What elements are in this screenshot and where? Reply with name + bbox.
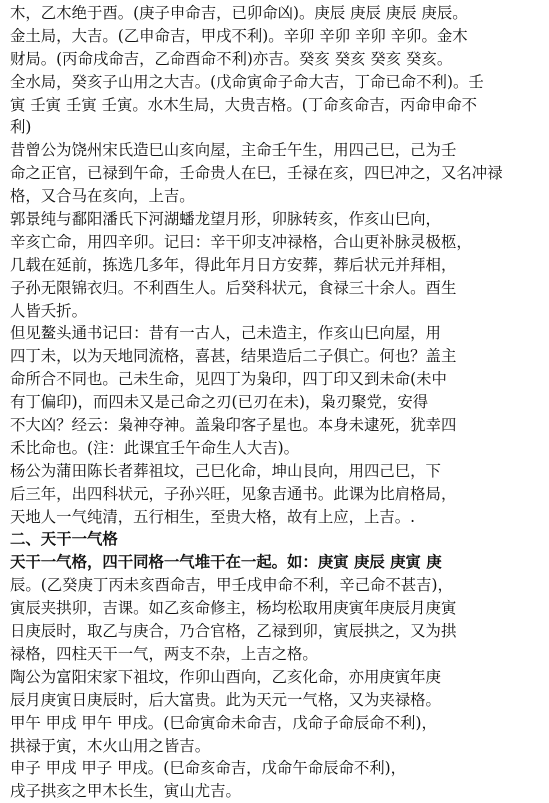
text-line: 日庚辰时，取乙与庚合，乃合官格，乙禄到卯，寅辰拱之，又为拱 [10,622,457,641]
text-line: 郭景纯与鄱阳潘氏下河湖蟠龙望月形，卯脉转亥，作亥山巳向， [10,210,441,229]
text-line: 人皆夭折。 [10,301,87,320]
text-line: 昔曾公为饶州宋氏造巳山亥向屋，主命壬午生，用四己巳，己为壬 [10,141,457,160]
text-line: 利) [10,118,32,137]
text-line: 杨公为蒲田陈长者葬祖坟，己巳化命，坤山艮向，用四己巳，下 [10,461,441,480]
text-line: 戌子拱亥之甲木长生，寅山尤吉。 [10,782,241,801]
text-line: 木，乙木绝于酉。(庚子申命吉，已卯命凶)。庚辰 庚辰 庚辰 庚辰。 [10,4,468,22]
text-line: 格，又合马在亥向，上吉。 [10,187,195,206]
text-line: 财局。(丙命戌命吉，乙命酉命不利)亦吉。癸亥 癸亥 癸亥 癸亥。 [10,49,453,68]
text-line: 不大凶？经云：枭神夺神。盖枭印客子星也。本身未逮死，犹幸四 [10,416,457,435]
text-line: 全水局，癸亥子山用之大吉。(戊命寅命子命大吉，丁命已命不利)。壬 [10,72,484,91]
text-line: 禄格，四柱天干一气，两支不杂，上吉之格。 [10,644,318,663]
text-line: 后三年，出四科状元，子孙兴旺，见象吉通书。此课为比肩格局， [10,484,457,503]
text-line: 寅辰夹拱卯，吉课。如乙亥命修主，杨均松取用庚寅年庚辰月庚寅 [10,599,457,618]
text-line: 四丁未，以为天地同流格，喜甚，结果造后二子俱亡。何也？盖主 [10,347,457,366]
text-line: 金土局，大吉。(乙申命吉，甲戌不利)。辛卯 辛卯 辛卯 辛卯。金木 [10,26,468,45]
text-line: 天地人一气纯清，五行相生，至贵大格，故有上应，上吉。. [10,507,416,526]
text-line: 寅 壬寅 壬寅 壬寅。水木生局，大贵吉格。(丁命亥命吉，丙命申命不 [10,95,478,114]
text-line: 陶公为富阳宋家下祖坟，作卯山酉向，乙亥化命，亦用庚寅年庚 [10,667,441,686]
text-line: 命之正官，已禄到午命，壬命贵人在巳，壬禄在亥，四巳冲之，又名冲禄 [10,164,503,183]
text-line: 禾比命也。(注：此课宜壬午命生人大吉)。 [10,438,300,457]
text-line: 命所合不同也。己未生命，见四丁为枭印，四丁印又到未命(未中 [10,370,447,389]
text-line: 但见鳌头通书记曰：昔有一古人，己未造主，作亥山巳向屋，用 [10,324,441,343]
text-line: 甲午 甲戌 甲午 甲戌。(巳命寅命未命吉，戊命子命辰命不利)， [10,713,437,732]
text-line: 辰月庚寅日庚辰时，后大富贵。此为天元一气格，又为夹禄格。 [10,690,441,709]
text-line: 申子 甲戌 甲子 甲戌。(巳命亥命吉，戊命午命辰命不利)， [10,759,407,778]
text-line: 有丁偏印)，而四未又是己命之刃(已刃在未)，枭刃聚党，安得 [10,393,429,412]
text-line: 辰。(乙癸庚丁丙未亥酉命吉，甲壬戌申命不利，辛己命不甚吉)， [10,576,453,595]
text-line: 几载在延前，拣选几多年，得此年月日方安葬，葬后状元并拜相， [10,255,457,274]
text-line: 子孙无限锦衣归。不利酉生人。后癸科状元，食禄三十余人。酉生 [10,278,457,297]
text-line-bold: 天干一气格，四干同格一气堆干在一起。如：庚寅 庚辰 庚寅 庚 [10,553,442,572]
section-heading: 二、天干一气格 [10,530,118,549]
text-line: 拱禄于寅，木火山用之皆吉。 [10,736,211,755]
text-line: 辛亥亡命，用四辛卯。记曰：辛干卯支冲禄格，合山更补脉灵极柩， [10,232,472,251]
